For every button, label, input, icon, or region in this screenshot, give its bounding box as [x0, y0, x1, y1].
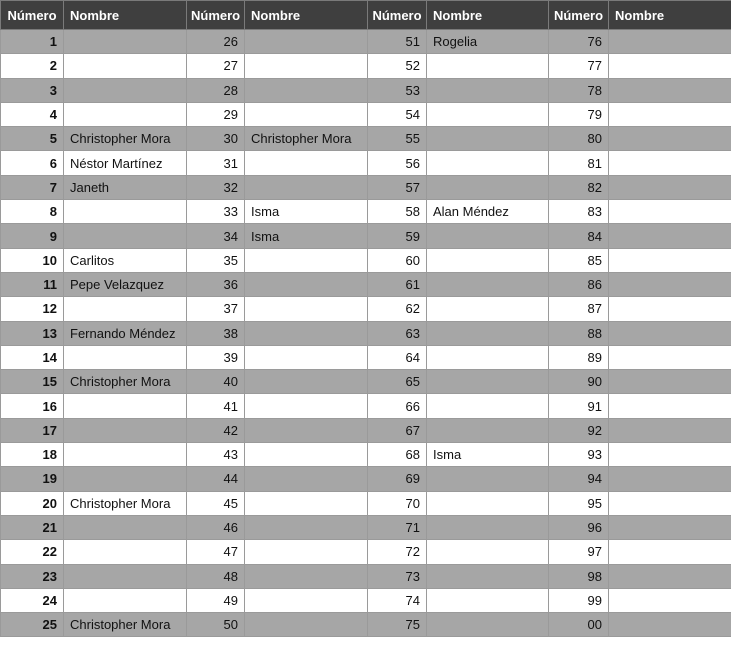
- numero-cell: 64: [368, 345, 427, 369]
- numero-cell: 39: [187, 345, 245, 369]
- nombre-cell: [427, 127, 549, 151]
- nombre-cell: [245, 515, 368, 539]
- nombre-cell: Isma: [427, 443, 549, 467]
- nombre-cell: [609, 443, 731, 467]
- table-row: [1, 540, 731, 564]
- numero-cell: 29: [187, 102, 245, 126]
- nombre-cell: [609, 613, 731, 637]
- numero-cell: 75: [368, 613, 427, 637]
- nombre-cell: [609, 588, 731, 612]
- nombre-cell: [64, 515, 187, 539]
- nombre-cell: [609, 321, 731, 345]
- numero-cell: 88: [549, 321, 609, 345]
- numero-cell: 87: [549, 297, 609, 321]
- nombre-cell: [609, 200, 731, 224]
- table-row: [1, 54, 731, 78]
- nombre-cell: [427, 613, 549, 637]
- nombre-cell: [609, 418, 731, 442]
- numero-cell: 91: [549, 394, 609, 418]
- table-row: [1, 467, 731, 491]
- numero-cell: 18: [1, 443, 64, 467]
- table-row: [1, 443, 731, 467]
- numero-cell: 81: [549, 151, 609, 175]
- numero-cell: 3: [1, 78, 64, 102]
- table-row: [1, 564, 731, 588]
- numero-cell: 50: [187, 613, 245, 637]
- nombre-cell: [245, 443, 368, 467]
- nombre-cell: Fernando Méndez: [64, 321, 187, 345]
- numero-cell: 42: [187, 418, 245, 442]
- nombre-cell: [245, 418, 368, 442]
- nombre-cell: [427, 588, 549, 612]
- nombre-cell: Christopher Mora: [64, 491, 187, 515]
- table-row: [1, 200, 731, 224]
- numero-cell: 14: [1, 345, 64, 369]
- numero-cell: 4: [1, 102, 64, 126]
- header-numero-4: Número: [549, 1, 609, 30]
- numero-cell: 61: [368, 272, 427, 296]
- table-row: [1, 613, 731, 637]
- nombre-cell: [609, 127, 731, 151]
- numero-cell: 79: [549, 102, 609, 126]
- numero-cell: 36: [187, 272, 245, 296]
- nombre-cell: [609, 30, 731, 54]
- numero-cell: 60: [368, 248, 427, 272]
- numero-cell: 25: [1, 613, 64, 637]
- numero-cell: 76: [549, 30, 609, 54]
- nombre-cell: [609, 491, 731, 515]
- numero-cell: 71: [368, 515, 427, 539]
- numero-cell: 47: [187, 540, 245, 564]
- nombre-cell: Christopher Mora: [64, 127, 187, 151]
- numero-cell: 13: [1, 321, 64, 345]
- table-row: [1, 345, 731, 369]
- nombre-cell: [427, 54, 549, 78]
- nombre-cell: [427, 175, 549, 199]
- numero-cell: 34: [187, 224, 245, 248]
- nombre-cell: [609, 345, 731, 369]
- nombre-cell: [245, 151, 368, 175]
- numero-cell: 78: [549, 78, 609, 102]
- nombre-cell: [427, 394, 549, 418]
- header-nombre-3: Nombre: [427, 1, 549, 30]
- nombre-cell: Rogelia: [427, 30, 549, 54]
- nombre-cell: [64, 564, 187, 588]
- table-row: [1, 370, 731, 394]
- nombre-cell: [609, 272, 731, 296]
- numero-cell: 48: [187, 564, 245, 588]
- nombre-cell: Christopher Mora: [64, 370, 187, 394]
- numero-cell: 27: [187, 54, 245, 78]
- nombre-cell: [609, 224, 731, 248]
- nombre-cell: Pepe Velazquez: [64, 272, 187, 296]
- numero-cell: 8: [1, 200, 64, 224]
- nombre-cell: Alan Méndez: [427, 200, 549, 224]
- numero-cell: 15: [1, 370, 64, 394]
- nombre-cell: [64, 102, 187, 126]
- nombre-cell: [245, 467, 368, 491]
- nombre-cell: Christopher Mora: [64, 613, 187, 637]
- nombre-cell: [245, 175, 368, 199]
- nombre-cell: [609, 370, 731, 394]
- numero-cell: 86: [549, 272, 609, 296]
- table-row: [1, 127, 731, 151]
- numero-cell: 17: [1, 418, 64, 442]
- numero-cell: 31: [187, 151, 245, 175]
- numero-cell: 57: [368, 175, 427, 199]
- nombre-cell: [245, 540, 368, 564]
- numero-cell: 63: [368, 321, 427, 345]
- table-row: [1, 588, 731, 612]
- numero-cell: 20: [1, 491, 64, 515]
- numero-cell: 22: [1, 540, 64, 564]
- nombre-cell: [245, 613, 368, 637]
- nombre-cell: [64, 200, 187, 224]
- nombre-cell: [609, 151, 731, 175]
- numero-cell: 53: [368, 78, 427, 102]
- numero-cell: 00: [549, 613, 609, 637]
- nombre-cell: [245, 54, 368, 78]
- numero-cell: 1: [1, 30, 64, 54]
- table-row: [1, 394, 731, 418]
- numero-cell: 93: [549, 443, 609, 467]
- numero-cell: 99: [549, 588, 609, 612]
- numero-cell: 72: [368, 540, 427, 564]
- nombre-cell: [245, 370, 368, 394]
- nombre-cell: [64, 30, 187, 54]
- table-row: [1, 248, 731, 272]
- numero-cell: 11: [1, 272, 64, 296]
- numero-cell: 52: [368, 54, 427, 78]
- table-row: [1, 418, 731, 442]
- nombre-cell: [427, 151, 549, 175]
- nombre-cell: [609, 467, 731, 491]
- header-numero-2: Número: [187, 1, 245, 30]
- nombre-cell: Christopher Mora: [245, 127, 368, 151]
- nombre-cell: [245, 248, 368, 272]
- nombre-cell: Isma: [245, 224, 368, 248]
- numero-cell: 73: [368, 564, 427, 588]
- nombre-cell: [64, 345, 187, 369]
- table-row: [1, 175, 731, 199]
- header-row: [1, 1, 731, 30]
- numero-cell: 5: [1, 127, 64, 151]
- table-row: [1, 272, 731, 296]
- nombre-cell: Janeth: [64, 175, 187, 199]
- nombre-cell: [245, 297, 368, 321]
- numero-cell: 6: [1, 151, 64, 175]
- numero-cell: 56: [368, 151, 427, 175]
- header-nombre-2: Nombre: [245, 1, 368, 30]
- nombre-cell: [427, 515, 549, 539]
- header-nombre-1: Nombre: [64, 1, 187, 30]
- table-row: [1, 151, 731, 175]
- nombre-cell: Isma: [245, 200, 368, 224]
- nombre-cell: [64, 224, 187, 248]
- nombre-cell: [609, 540, 731, 564]
- nombre-cell: [427, 491, 549, 515]
- numero-cell: 55: [368, 127, 427, 151]
- nombre-cell: [245, 321, 368, 345]
- numero-cell: 77: [549, 54, 609, 78]
- table-row: [1, 102, 731, 126]
- numero-cell: 16: [1, 394, 64, 418]
- numero-cell: 30: [187, 127, 245, 151]
- numero-cell: 26: [187, 30, 245, 54]
- nombre-cell: [427, 418, 549, 442]
- numero-cell: 35: [187, 248, 245, 272]
- nombre-cell: [427, 272, 549, 296]
- nombre-cell: [64, 467, 187, 491]
- numero-cell: 84: [549, 224, 609, 248]
- table-row: [1, 297, 731, 321]
- numero-cell: 46: [187, 515, 245, 539]
- nombre-cell: [427, 297, 549, 321]
- numero-cell: 12: [1, 297, 64, 321]
- nombre-cell: [609, 297, 731, 321]
- numero-cell: 94: [549, 467, 609, 491]
- numero-cell: 51: [368, 30, 427, 54]
- numero-cell: 90: [549, 370, 609, 394]
- nombre-cell: [427, 564, 549, 588]
- numero-cell: 97: [549, 540, 609, 564]
- nombre-cell: [427, 540, 549, 564]
- nombre-cell: [609, 102, 731, 126]
- numero-cell: 68: [368, 443, 427, 467]
- nombre-cell: [609, 175, 731, 199]
- numero-cell: 2: [1, 54, 64, 78]
- header-numero-3: Número: [368, 1, 427, 30]
- numero-cell: 44: [187, 467, 245, 491]
- table-row: [1, 30, 731, 54]
- nombre-cell: [64, 54, 187, 78]
- numero-cell: 58: [368, 200, 427, 224]
- nombre-cell: [64, 588, 187, 612]
- nombre-cell: [609, 515, 731, 539]
- numero-cell: 40: [187, 370, 245, 394]
- numero-cell: 21: [1, 515, 64, 539]
- nombre-cell: [427, 224, 549, 248]
- table-row: [1, 321, 731, 345]
- table-body: [1, 30, 731, 637]
- numero-cell: 67: [368, 418, 427, 442]
- nombre-cell: [427, 248, 549, 272]
- nombre-cell: [64, 297, 187, 321]
- nombre-cell: [427, 345, 549, 369]
- numero-cell: 28: [187, 78, 245, 102]
- numero-cell: 45: [187, 491, 245, 515]
- nombre-cell: [609, 248, 731, 272]
- numero-cell: 23: [1, 564, 64, 588]
- table-row: [1, 491, 731, 515]
- numero-cell: 80: [549, 127, 609, 151]
- nombre-cell: [245, 564, 368, 588]
- numero-cell: 82: [549, 175, 609, 199]
- numero-cell: 37: [187, 297, 245, 321]
- numero-cell: 62: [368, 297, 427, 321]
- header-nombre-4: Nombre: [609, 1, 731, 30]
- nombre-cell: [609, 394, 731, 418]
- numero-cell: 7: [1, 175, 64, 199]
- nombre-cell: Néstor Martínez: [64, 151, 187, 175]
- nombre-cell: [64, 418, 187, 442]
- numero-cell: 89: [549, 345, 609, 369]
- nombre-cell: [245, 588, 368, 612]
- nombre-cell: [64, 540, 187, 564]
- table-row: [1, 515, 731, 539]
- numero-cell: 83: [549, 200, 609, 224]
- numero-cell: 98: [549, 564, 609, 588]
- nombre-cell: [64, 78, 187, 102]
- nombre-cell: [427, 321, 549, 345]
- nombre-cell: [427, 467, 549, 491]
- nombre-cell: [245, 30, 368, 54]
- nombre-cell: [427, 102, 549, 126]
- numero-cell: 24: [1, 588, 64, 612]
- numero-cell: 70: [368, 491, 427, 515]
- nombre-cell: [245, 394, 368, 418]
- numero-cell: 96: [549, 515, 609, 539]
- table-row: [1, 224, 731, 248]
- numero-cell: 95: [549, 491, 609, 515]
- numero-cell: 92: [549, 418, 609, 442]
- numero-cell: 38: [187, 321, 245, 345]
- nombre-cell: [609, 78, 731, 102]
- numero-cell: 19: [1, 467, 64, 491]
- nombre-cell: [427, 78, 549, 102]
- numero-cell: 65: [368, 370, 427, 394]
- numero-cell: 74: [368, 588, 427, 612]
- nombre-cell: [245, 345, 368, 369]
- table-row: [1, 78, 731, 102]
- numero-cell: 59: [368, 224, 427, 248]
- nombre-cell: [245, 491, 368, 515]
- nombre-cell: [64, 443, 187, 467]
- numero-cell: 49: [187, 588, 245, 612]
- numero-cell: 54: [368, 102, 427, 126]
- nombre-cell: [609, 54, 731, 78]
- numero-cell: 66: [368, 394, 427, 418]
- numero-cell: 33: [187, 200, 245, 224]
- numero-cell: 69: [368, 467, 427, 491]
- nombre-cell: [609, 564, 731, 588]
- numero-cell: 43: [187, 443, 245, 467]
- header-numero-1: Número: [1, 1, 64, 30]
- nombre-cell: [245, 102, 368, 126]
- nombre-cell: [64, 394, 187, 418]
- nombre-cell: [427, 370, 549, 394]
- numero-cell: 10: [1, 248, 64, 272]
- numero-cell: 41: [187, 394, 245, 418]
- nombre-cell: [245, 78, 368, 102]
- numero-cell: 9: [1, 224, 64, 248]
- nombre-cell: Carlitos: [64, 248, 187, 272]
- nombre-cell: [245, 272, 368, 296]
- numero-cell: 85: [549, 248, 609, 272]
- numero-cell: 32: [187, 175, 245, 199]
